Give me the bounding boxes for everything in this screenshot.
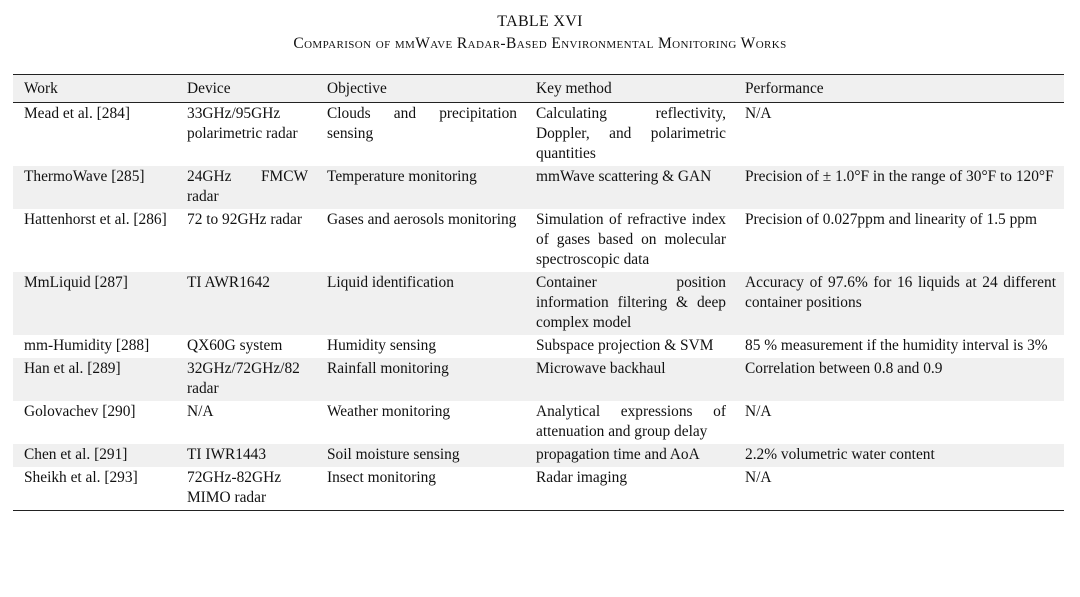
cell-objective: Weather monitoring: [327, 403, 451, 420]
cell-key-method: Subspace projection & SVM: [536, 337, 714, 354]
cell-performance: Accuracy of 97.6% for 16 liquids at 24 different container positions: [734, 272, 1064, 335]
cell-device: 33GHz/95GHz polarimetric radar: [187, 105, 298, 142]
cell-objective: Humidity sensing: [327, 337, 437, 354]
header-row: [13, 75, 1064, 103]
column-header-performance: Performance: [745, 80, 824, 97]
table-body: [13, 103, 1064, 511]
cell-objective: Insect monitoring: [327, 469, 436, 486]
cell-performance: 2.2% volumetric water content: [734, 444, 1064, 467]
cell-key-method: Container position information filtering & deep complex model: [525, 272, 734, 335]
table-row: [13, 272, 1064, 335]
cell-performance: Correlation between 0.8 and 0.9: [734, 358, 1064, 401]
cell-device: 72GHz-82GHz MIMO radar: [187, 469, 282, 506]
cell-work: Hattenhorst et al. [286]: [24, 211, 167, 228]
cell-device: QX60G system: [187, 337, 283, 354]
cell-work: mm-Humidity [288]: [24, 337, 150, 354]
table-caption: Comparison of mmWave Radar-Based Environmental Monitoring Works: [293, 35, 787, 52]
column-header-key-method: Key method: [536, 80, 612, 97]
table-row: [13, 335, 1064, 358]
cell-device: 72 to 92GHz radar: [187, 211, 302, 228]
cell-key-method: Calculating reflectivity, Doppler, and polarimetric quantities: [536, 105, 726, 162]
cell-objective: Liquid identification: [316, 272, 525, 335]
cell-key-method: Microwave backhaul: [525, 358, 734, 401]
cell-performance: 85 % measurement if the humidity interval is 3%: [745, 337, 1048, 354]
cell-performance: N/A: [745, 105, 772, 122]
comparison-table-container: [13, 74, 1064, 511]
cell-objective: Gases and aerosols monitoring: [327, 211, 517, 228]
cell-objective: Rainfall monitoring: [316, 358, 525, 401]
table-row: [13, 467, 1064, 511]
cell-key-method: Radar imaging: [536, 469, 628, 486]
table-number: TABLE XVI: [497, 13, 583, 30]
cell-key-method: propagation time and AoA: [525, 444, 734, 467]
table-row: [13, 103, 1064, 167]
cell-key-method: Analytical expressions of attenuation and group delay: [536, 403, 726, 440]
cell-device: TI IWR1443: [176, 444, 316, 467]
column-header-device: Device: [187, 80, 231, 97]
cell-work: MmLiquid [287]: [13, 272, 176, 335]
table-row: [13, 444, 1064, 467]
cell-performance: Precision of 0.027ppm and linearity of 1.5 ppm: [745, 211, 1037, 228]
table-row: [13, 166, 1064, 209]
cell-work: Sheikh et al. [293]: [24, 469, 138, 486]
cell-objective: Clouds and precipitation sensing: [327, 105, 517, 142]
cell-key-method: Simulation of refractive index of gases based on molecular spectroscopic data: [536, 211, 726, 268]
cell-device: N/A: [187, 403, 214, 420]
cell-device: TI AWR1642: [176, 272, 316, 335]
column-header-objective: Objective: [327, 80, 387, 97]
cell-key-method: mmWave scattering & GAN: [525, 166, 734, 209]
cell-work: ThermoWave [285]: [13, 166, 176, 209]
cell-work: Mead et al. [284]: [24, 105, 130, 122]
cell-performance: N/A: [745, 403, 772, 420]
table-row: [13, 401, 1064, 444]
cell-work: Golovachev [290]: [24, 403, 136, 420]
cell-device: 32GHz/72GHz/82 radar: [176, 358, 316, 401]
cell-device: 24GHz FMCW radar: [176, 166, 316, 209]
cell-work: Chen et al. [291]: [13, 444, 176, 467]
cell-work: Han et al. [289]: [13, 358, 176, 401]
cell-performance: N/A: [745, 469, 772, 486]
column-header-work: Work: [24, 80, 58, 97]
comparison-table: [13, 74, 1064, 511]
table-row: [13, 358, 1064, 401]
cell-objective: Temperature monitoring: [316, 166, 525, 209]
cell-objective: Soil moisture sensing: [316, 444, 525, 467]
table-header: [13, 75, 1064, 103]
table-row: [13, 209, 1064, 272]
cell-performance: Precision of ± 1.0°F in the range of 30°F to 120°F: [734, 166, 1064, 209]
